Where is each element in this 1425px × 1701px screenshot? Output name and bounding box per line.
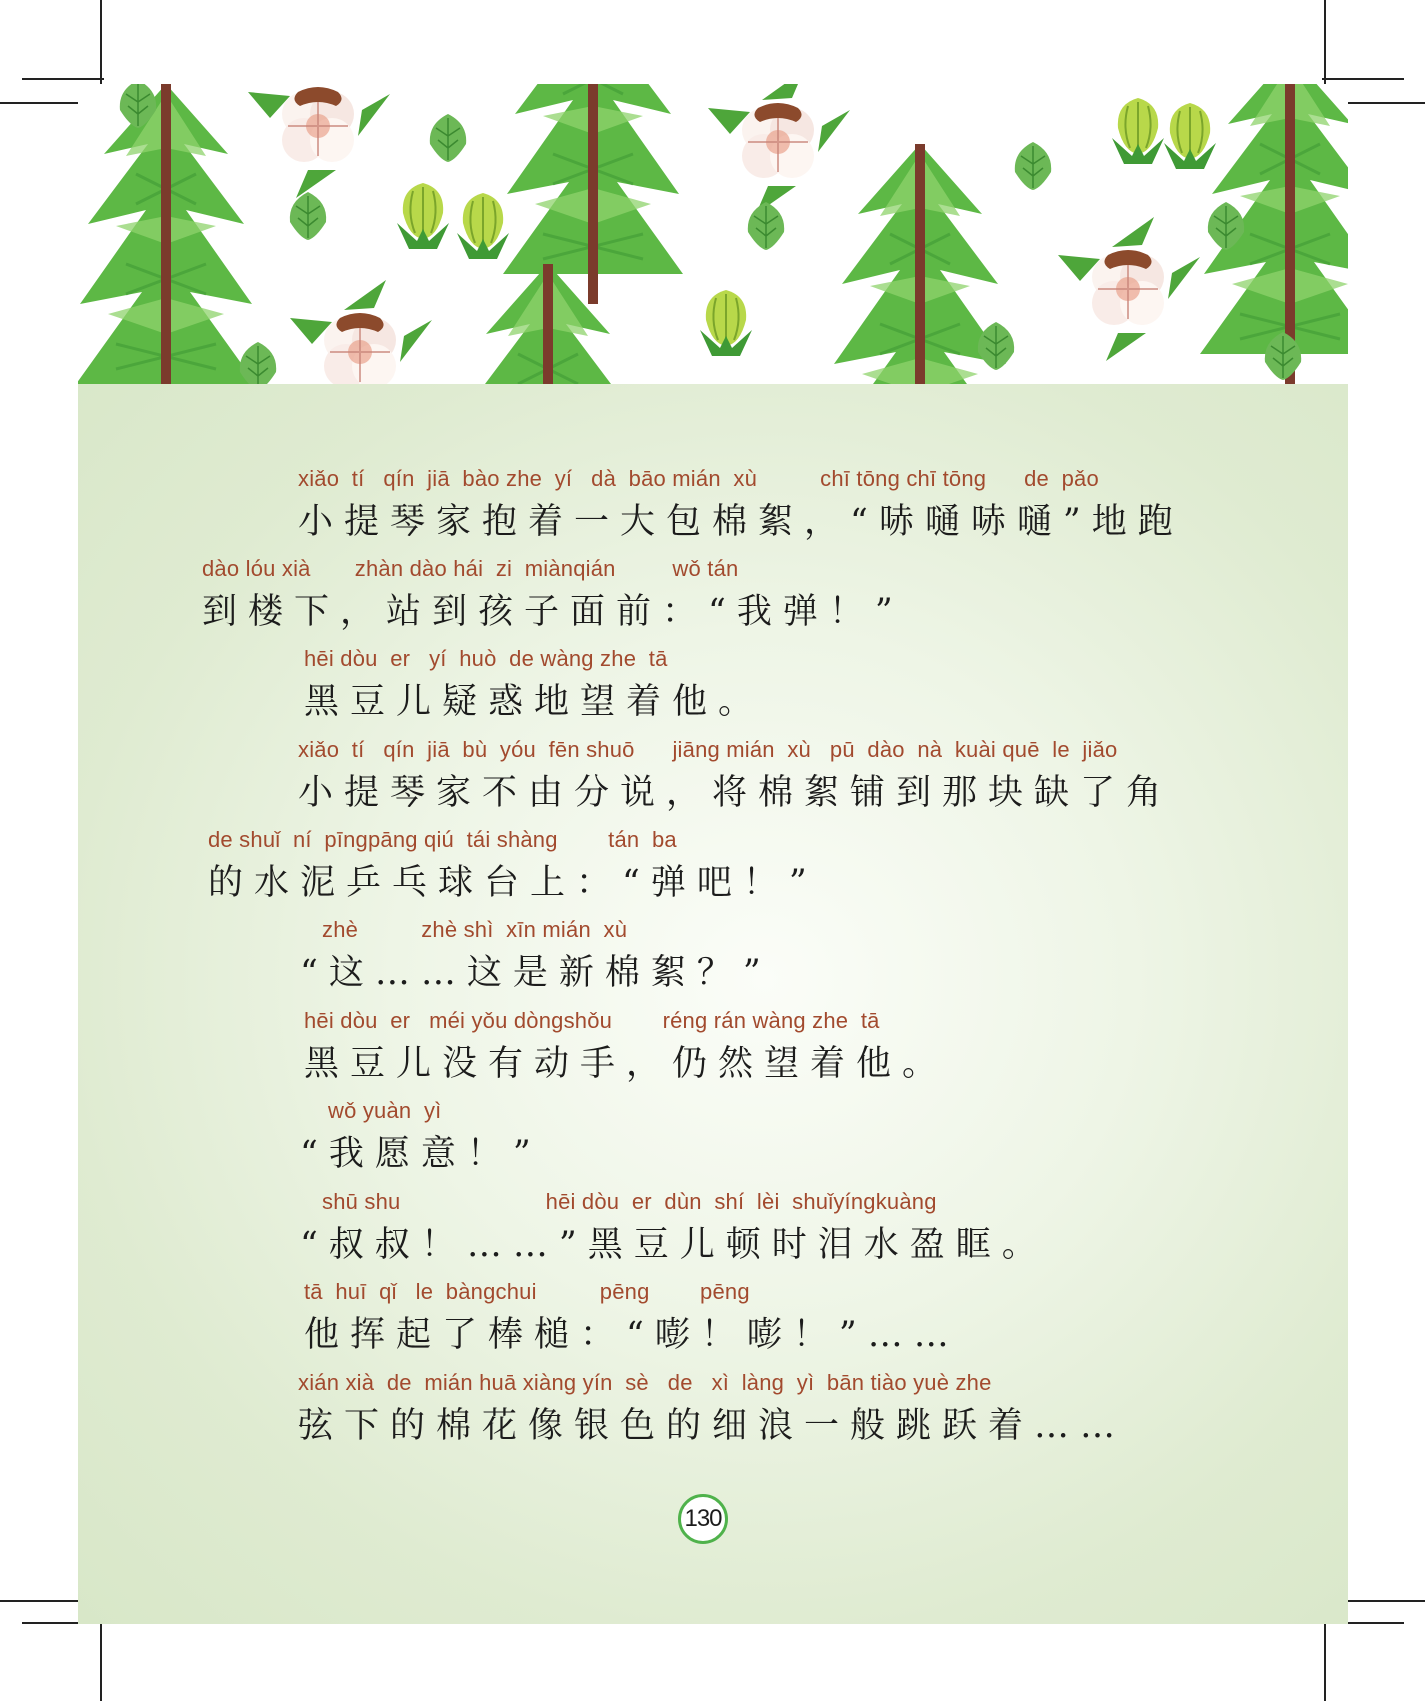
- pinyin-line: xiǎo tí qín jiā bù yóu fēn shuō jiāng mián xù pū dào nà kuài quē le jiǎo: [298, 737, 1118, 762]
- hanzi-line: 到楼下，站到孩子面前：“我弹！”: [202, 592, 904, 632]
- illustration-banner: [78, 84, 1348, 384]
- leaf-icon: [290, 192, 326, 240]
- pinyin-line: xián xià de mián huā xiàng yín sè de xì làng yì bān tiào yuè zhe: [298, 1370, 992, 1395]
- pinyin-line: xiǎo tí qín jiā bào zhe yí dà bāo mián xù chī tōng chī tōng de pǎo: [298, 466, 1099, 491]
- cotton-bud-icon: [1164, 103, 1216, 169]
- leaf-icon: [430, 114, 466, 162]
- crop-mark: [1322, 78, 1404, 80]
- leaf-icon: [240, 342, 276, 384]
- cotton-bud-icon: [397, 183, 449, 249]
- leaf-icon: [748, 202, 784, 250]
- hanzi-line: “这……这是新棉絮？”: [300, 953, 772, 993]
- text-panel: [78, 384, 1348, 1624]
- cotton-boll-icon: [708, 84, 850, 214]
- pinyin-line: hēi dòu er méi yǒu dòngshǒu réng rán wàng zhe tā: [304, 1008, 880, 1033]
- crop-mark: [22, 78, 104, 80]
- hanzi-line: 弦下的棉花像银色的细浪一般跳跃着……: [298, 1406, 1127, 1446]
- cotton-boll-icon: [1058, 217, 1200, 361]
- cotton-boll-icon: [290, 280, 432, 384]
- page-number: 130: [678, 1494, 728, 1544]
- pinyin-line: hēi dòu er yí huò de wàng zhe tā: [304, 646, 668, 671]
- hanzi-line: 小提琴家不由分说，将棉絮铺到那块缺了角: [298, 773, 1173, 813]
- hanzi-line: 他挥起了棒槌：“嘭！嘭！”……: [304, 1315, 960, 1355]
- cotton-bud-icon: [457, 193, 509, 259]
- pinyin-line: zhè zhè shì xīn mián xù: [322, 917, 628, 942]
- tree-icon: [78, 84, 256, 384]
- hanzi-line: “叔叔！……”黑豆儿顿时泪水盈眶。: [300, 1225, 1048, 1265]
- cotton-bud-icon: [1112, 98, 1164, 164]
- pinyin-line: shū shu hēi dòu er dùn shí lèi shuǐyíngkuàng: [322, 1189, 937, 1214]
- pinyin-line: tā huī qǐ le bàngchui pēng pēng: [304, 1279, 750, 1304]
- hanzi-line: “我愿意！”: [300, 1134, 542, 1174]
- tree-icon: [458, 264, 638, 384]
- hanzi-line: 的水泥乒乓球台上：“弹吧！”: [208, 863, 818, 903]
- hanzi-line: 黑豆儿疑惑地望着他。: [304, 682, 765, 722]
- cotton-boll-icon: [248, 84, 390, 198]
- pinyin-line: de shuǐ ní pīngpāng qiú tái shàng tán ba: [208, 827, 677, 852]
- pinyin-line: wǒ yuàn yì: [328, 1098, 442, 1123]
- hanzi-line: 小提琴家抱着一大包棉絮，“哧嗵哧嗵”地跑: [298, 502, 1184, 542]
- leaf-icon: [1015, 142, 1051, 190]
- pinyin-line: dào lóu xià zhàn dào hái zi miànqián wǒ tán: [202, 556, 739, 581]
- cotton-bud-icon: [700, 290, 752, 356]
- leaf-icon: [978, 322, 1014, 370]
- tree-icon: [503, 84, 683, 304]
- hanzi-line: 黑豆儿没有动手，仍然望着他。: [304, 1044, 949, 1084]
- cotton-plant-illustration: [78, 84, 1348, 384]
